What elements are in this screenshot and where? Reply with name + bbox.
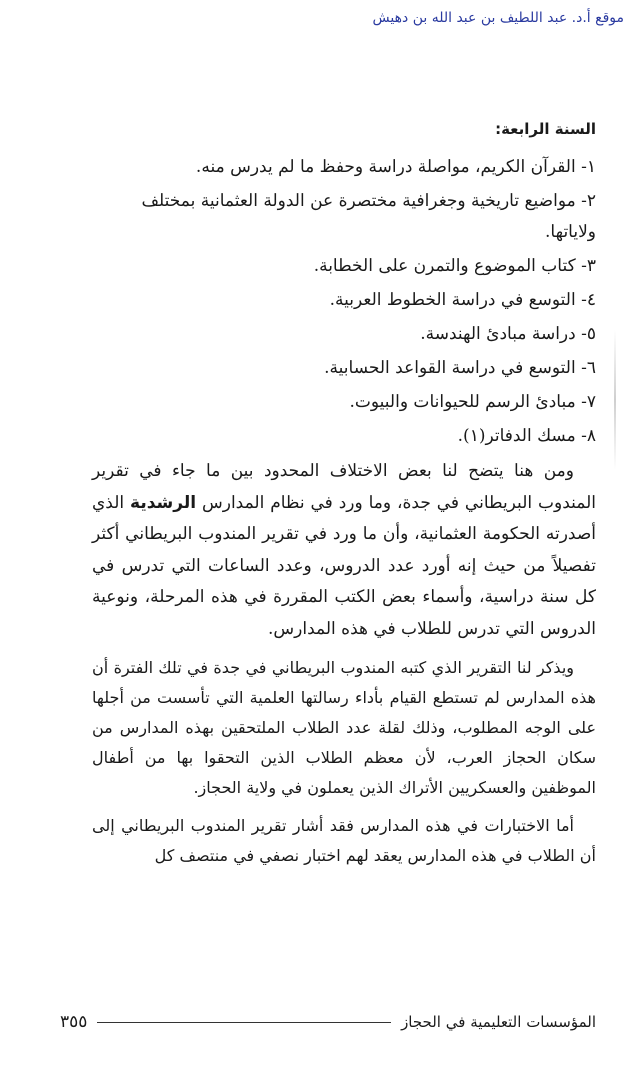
site-header: موقع أ.د. عبد اللطيف بن عبد الله بن دهيش xyxy=(372,10,624,26)
curriculum-list xyxy=(92,152,596,452)
page-content xyxy=(92,118,596,879)
list-item: ٥- دراسة مبادئ الهندسة. xyxy=(420,324,596,344)
list-item: ٧- مبادئ الرسم للحيوانات والبيوت. xyxy=(349,392,596,412)
list-item: ٣- كتاب الموضوع والتمرن على الخطابة. xyxy=(313,256,596,276)
page-footer xyxy=(60,1012,596,1032)
list-item: ٨- مسك الدفاتر(١). xyxy=(457,426,596,446)
page-number: ٣٥٥ xyxy=(60,1012,88,1032)
paragraph-1-text-a: ومن هنا يتضح لنا بعض الاختلاف المحدود بين ما جاء في تقرير المندوب البريطاني في جدة، وما ورد في نظام المدارس xyxy=(92,461,596,513)
section-title: السنة الرابعة: xyxy=(495,120,596,138)
list-item: ٦- التوسع في دراسة القواعد الحسابية. xyxy=(324,358,596,378)
paragraph-1 xyxy=(92,456,596,645)
paragraph-2: ويذكر لنا التقرير الذي كتبه المندوب البريطاني في جدة في تلك الفترة أن هذه المدارس لم تستطع القيام بأداء رسالتها العلمية التي تأسست من أجلها على الوجه المطلوب، وذلك لقلة عدد الطلاب الملتحقين بهذه المدارس من سكان الحجاز العرب، لأن معظم الطلاب الذين التحقوا بها من أطفال الموظفين والعسكريين الأتراك الذين يعملون في ولاية الحجاز. xyxy=(92,658,596,797)
list-item: ٢- مواضيع تاريخية وجغرافية مختصرة عن الدولة العثمانية بمختلف ولاياتها. xyxy=(141,191,596,242)
scan-mark xyxy=(614,330,616,470)
footer-rule xyxy=(97,1022,391,1023)
paragraph-3: أما الاختبارات في هذه المدارس فقد أشار تقرير المندوب البريطاني إلى أن الطلاب في هذه المدارس يعقد لهم اختبار نصفي في منتصف كل xyxy=(92,816,596,865)
paragraph-1-text-b: الذي أصدرته الحكومة العثمانية، وأن ما ورد في تقرير المندوب البريطاني أكثر تفصيلاً من حيث إنه أورد عدد الدروس، وعدد الساعات التي تدرس في كل سنة دراسية، وأسماء بعض الكتب المقررة في هذه المرحلة، ونوعية الدروس التي تدرس للطلاب في هذه المدارس. xyxy=(92,492,596,639)
list-item: ٤- التوسع في دراسة الخطوط العربية. xyxy=(329,290,596,310)
footer-book-title: المؤسسات التعليمية في الحجاز xyxy=(401,1013,596,1031)
list-item: ١- القرآن الكريم، مواصلة دراسة وحفظ ما لم يدرس منه. xyxy=(195,157,596,177)
paragraph-1-bold-term: الرشدية xyxy=(130,492,197,513)
